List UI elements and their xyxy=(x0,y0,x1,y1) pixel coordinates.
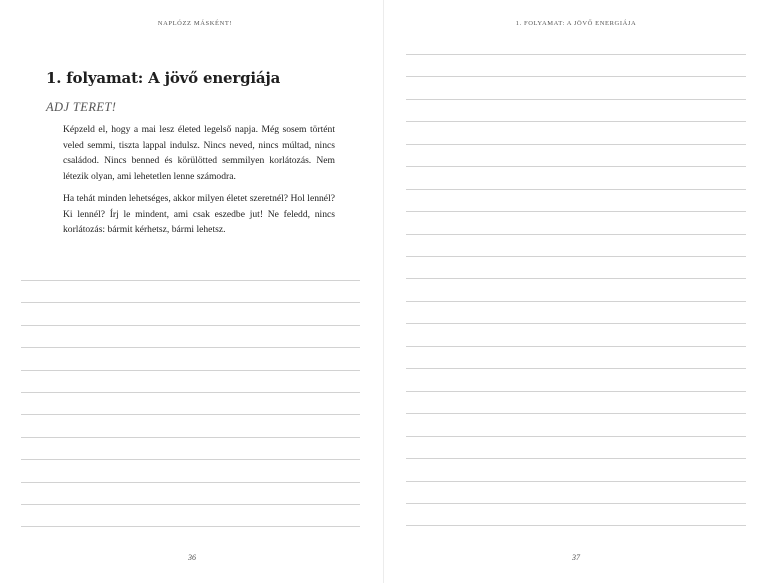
writing-line xyxy=(21,302,360,303)
writing-line xyxy=(21,482,360,483)
writing-line xyxy=(406,166,746,167)
running-head-right: 1. FOLYAMAT: A JÖVŐ ENERGIÁJA xyxy=(515,20,637,27)
running-head-left: NAPLÓZZ MÁSKÉNT! xyxy=(157,20,233,27)
writing-line xyxy=(21,392,360,393)
writing-line xyxy=(21,325,360,326)
writing-line xyxy=(406,189,746,190)
writing-line xyxy=(21,459,360,460)
writing-line xyxy=(406,301,746,302)
writing-line xyxy=(406,346,746,347)
paragraph-2: Ha tehát minden lehetséges, akkor milyen életet szeretnél? Hol lennél? Ki lennél? Írj le mindent, ami csak eszedbe jut! Ne feledd, nincs korlátozás: bármit kérhetsz, bármi lehetsz. xyxy=(63,193,335,235)
writing-line xyxy=(21,437,360,438)
right-page xyxy=(384,0,768,583)
section-subtitle: ADJ TERET! xyxy=(46,100,117,114)
page-number-right: 37 xyxy=(572,553,580,562)
writing-line xyxy=(406,481,746,482)
writing-line xyxy=(406,503,746,504)
writing-line xyxy=(21,370,360,371)
writing-line xyxy=(406,99,746,100)
writing-line xyxy=(406,76,746,77)
writing-line xyxy=(406,368,746,369)
writing-line xyxy=(406,525,746,526)
writing-line xyxy=(406,256,746,257)
writing-line xyxy=(406,54,746,55)
writing-line xyxy=(406,234,746,235)
writing-line xyxy=(406,323,746,324)
writing-line xyxy=(406,144,746,145)
page-number-left: 36 xyxy=(188,553,196,562)
writing-line xyxy=(406,436,746,437)
writing-line xyxy=(406,278,746,279)
writing-line xyxy=(21,414,360,415)
writing-line xyxy=(21,504,360,505)
writing-line xyxy=(21,347,360,348)
writing-line xyxy=(406,413,746,414)
paragraph-1: Képzeld el, hogy a mai lesz életed legelső napja. Még sosem történt veled semmi, tiszta lappal indulsz. Nincs neved, nincs múltad, nincs családod. Nincs benned és körülötted semmilyen korlátozás. Nem létezik olyan, ami lehetetlen lenne számodra. xyxy=(63,124,335,182)
writing-line xyxy=(406,391,746,392)
writing-line xyxy=(21,280,360,281)
chapter-title: 1. folyamat: A jövő energiája xyxy=(46,69,281,87)
writing-lines-right xyxy=(384,0,768,583)
writing-line xyxy=(406,211,746,212)
writing-line xyxy=(406,458,746,459)
writing-line xyxy=(406,121,746,122)
writing-line xyxy=(21,526,360,527)
